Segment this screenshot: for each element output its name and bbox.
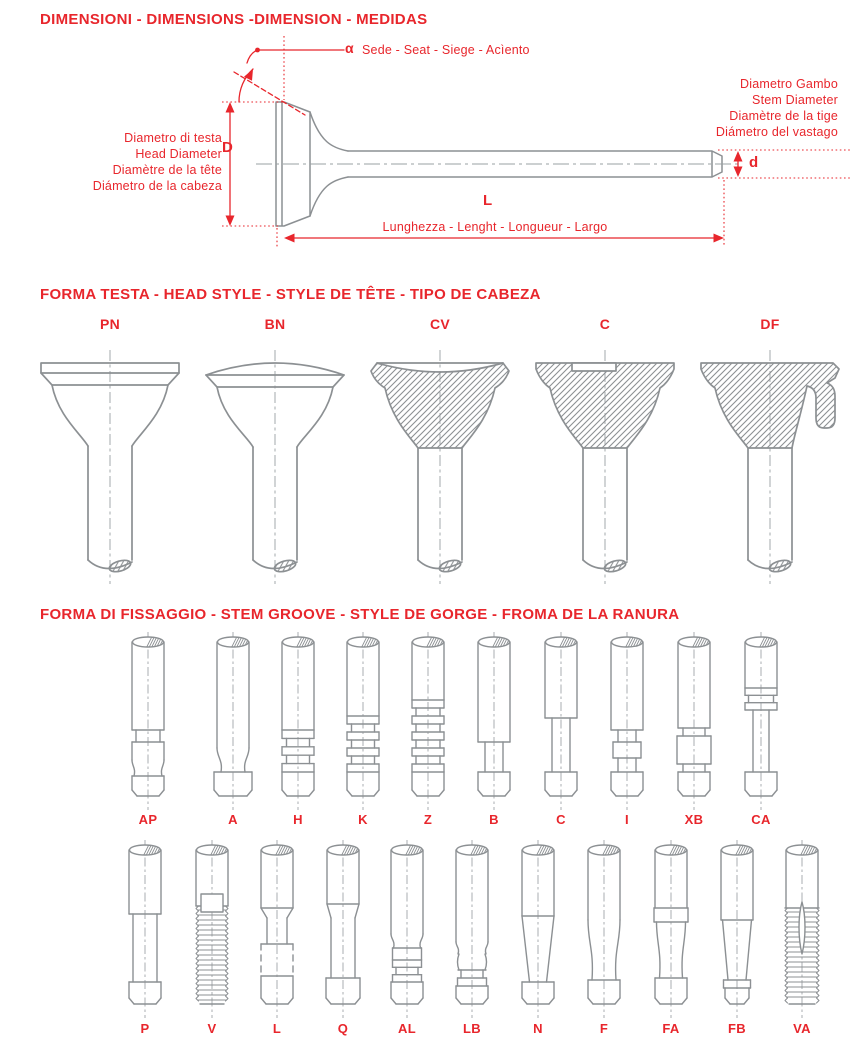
stem-groove-drawing-VA <box>769 838 835 1030</box>
stem-groove-drawing-AL <box>374 838 440 1030</box>
stem-groove-drawing-XB <box>661 630 727 822</box>
stem-end-section <box>273 558 297 574</box>
seat-label: Sede - Seat - Siege - Acìento <box>362 43 530 57</box>
stem-groove-label-H: H <box>293 812 303 827</box>
stem-groove-drawing-FB <box>704 838 770 1030</box>
stem-groove-label-FA: FA <box>662 1021 680 1036</box>
stem-groove-label-VA: VA <box>793 1021 811 1036</box>
dim-L-label: L <box>483 192 493 209</box>
stem-end-section <box>603 558 627 574</box>
stem-groove-drawing-L <box>244 838 310 1030</box>
dim-D-label: D <box>222 139 233 156</box>
stem-groove-label-XB: XB <box>684 812 704 827</box>
head-style-label-DF: DF <box>760 316 780 332</box>
stem-groove-drawing-I <box>594 630 660 822</box>
head-style-label-PN: PN <box>99 316 121 332</box>
head-diameter-line: Diámetro de la cabeza <box>92 179 222 193</box>
stem-end-section <box>438 558 462 574</box>
stem-groove-label-L: L <box>272 1021 282 1036</box>
stem-groove-label-A: A <box>228 812 238 827</box>
stem-diameter-line: Diametro Gambo <box>740 77 838 91</box>
key-tab <box>201 894 223 912</box>
stem-groove-drawing-FA <box>638 838 704 1030</box>
head-styles-title: FORMA TESTA - HEAD STYLE - STYLE DE TÊTE - TIPO DE CABEZA <box>40 286 541 303</box>
stem-groove-label-Z: Z <box>423 812 433 827</box>
head-style-drawing-CV <box>355 338 525 590</box>
alpha-symbol: α <box>345 40 354 56</box>
head-style-drawing-PN <box>25 338 195 590</box>
stem-groove-label-AL: AL <box>398 1021 416 1036</box>
head-diameter-line: Head Diameter <box>135 147 222 161</box>
stem-groove-label-N: N <box>533 1021 543 1036</box>
stem-groove-label-LB: LB <box>463 1021 481 1036</box>
stem-groove-label-V: V <box>207 1021 217 1036</box>
head-diameter-line: Diametro di testa <box>124 131 222 145</box>
stem-end-section <box>108 558 132 574</box>
stem-groove-drawing-C <box>528 630 594 822</box>
stem-groove-drawing-V <box>179 838 245 1030</box>
stem-groove-label-FB: FB <box>728 1021 746 1036</box>
stem-groove-drawing-K <box>330 630 396 822</box>
seat-angle-dashed-line <box>234 72 305 115</box>
stem-groove-label-F: F <box>599 1021 609 1036</box>
stem-groove-label-Q: Q <box>337 1021 349 1036</box>
stem-groove-drawing-N <box>505 838 571 1030</box>
extension-dotted-lines <box>222 36 852 247</box>
arrowheads <box>226 69 743 243</box>
head-style-label-BN: BN <box>264 316 286 332</box>
alpha-leader <box>247 50 344 63</box>
stem-groove-label-C: C <box>556 812 566 827</box>
stem-groove-drawing-CA <box>728 630 794 822</box>
length-label: Lunghezza - Lenght - Longueur - Largo <box>382 220 608 234</box>
dim-d-label: d <box>749 154 759 171</box>
head-diameter-label <box>93 130 222 194</box>
stem-diameter-line: Stem Diameter <box>752 93 838 107</box>
head-diameter-line: Diamètre de la tête <box>112 163 222 177</box>
stem-grooves-title: FORMA DI FISSAGGIO - STEM GROOVE - STYLE DE GORGE - FROMA DE LA RANURA <box>40 606 680 623</box>
stem-groove-drawing-F <box>571 838 637 1030</box>
stem-groove-drawing-Q <box>310 838 376 1030</box>
stem-groove-label-CA: CA <box>751 812 771 827</box>
head-style-label-C: C <box>599 316 611 332</box>
stem-diameter-line: Diamètre de la tige <box>729 109 838 123</box>
stem-end-section <box>768 558 792 574</box>
stem-diameter-line: Diámetro del vastago <box>715 125 838 139</box>
stem-groove-drawing-Z <box>395 630 461 822</box>
head-style-label-CV: CV <box>429 316 451 332</box>
stem-diameter-label <box>716 76 838 140</box>
dimensions-title: DIMENSIONI - DIMENSIONS -DIMENSION - MEDIDAS <box>40 11 428 28</box>
head-style-drawing-BN <box>190 338 360 590</box>
alpha-leader-dot <box>255 48 260 53</box>
stem-groove-label-AP: AP <box>138 812 158 827</box>
tap-point <box>799 902 805 954</box>
stem-groove-drawing-P <box>112 838 178 1030</box>
head-style-drawing-DF <box>685 338 855 590</box>
stem-groove-label-I: I <box>625 812 629 827</box>
stem-groove-label-P: P <box>140 1021 150 1036</box>
stem-groove-drawing-LB <box>439 838 505 1030</box>
stem-groove-label-B: B <box>489 812 499 827</box>
stem-groove-drawing-A <box>200 630 266 822</box>
stem-groove-label-K: K <box>358 812 368 827</box>
stem-groove-drawing-B <box>461 630 527 822</box>
stem-groove-drawing-H <box>265 630 331 822</box>
head-style-drawing-C <box>520 338 690 590</box>
stem-groove-drawing-AP <box>115 630 181 822</box>
